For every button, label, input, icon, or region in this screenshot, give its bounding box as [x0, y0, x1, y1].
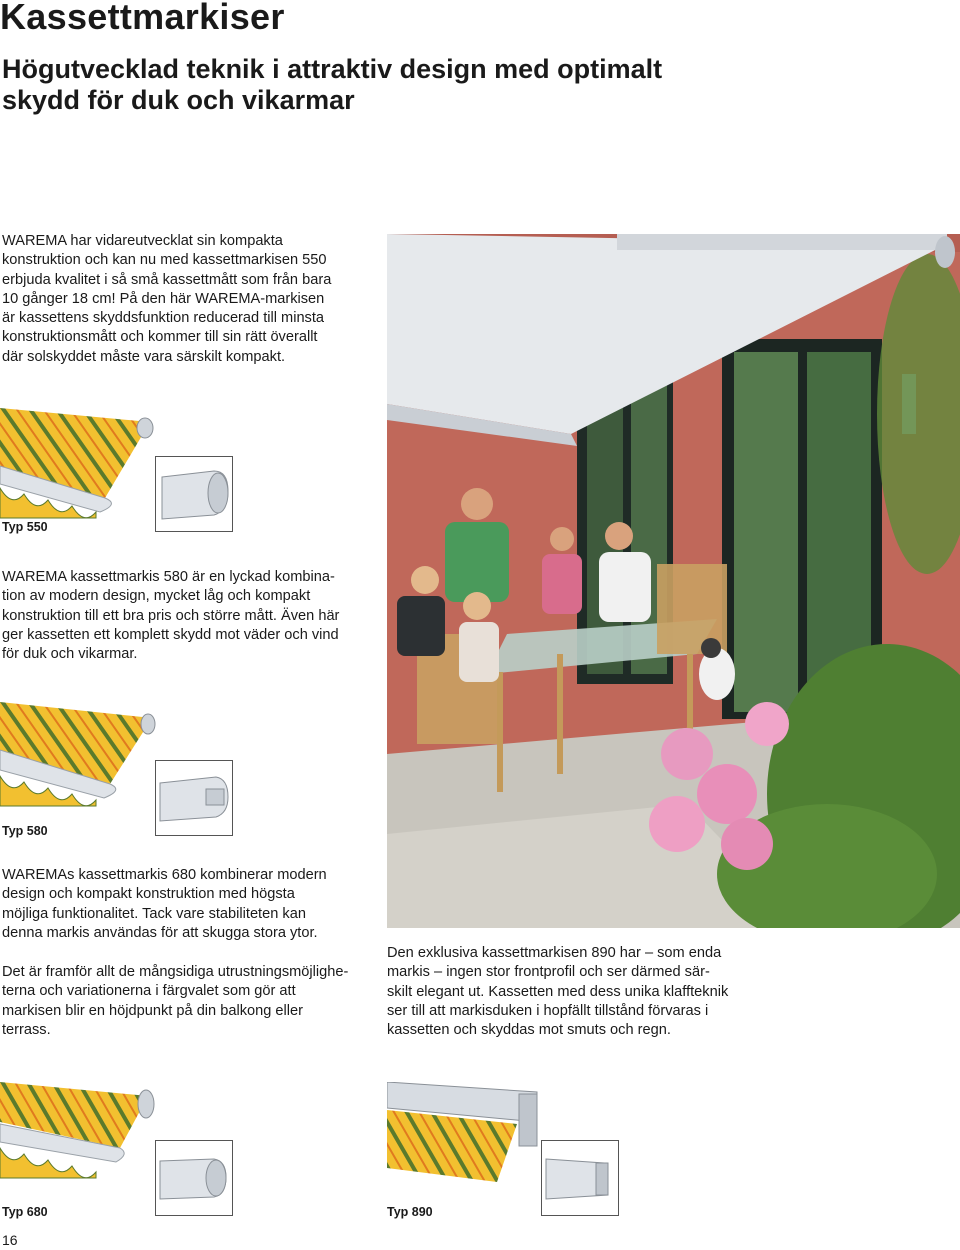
label-typ-680: Typ 680: [2, 1205, 48, 1219]
label-typ-890: Typ 890: [387, 1205, 433, 1219]
awning-580-illustration: [0, 702, 160, 822]
page-title: Kassettmarkiser: [0, 0, 285, 37]
terrace-photo: [387, 234, 960, 928]
label-typ-550: Typ 550: [2, 520, 48, 534]
awning-550-illustration: [0, 408, 160, 528]
cassette-550-detail: [155, 456, 233, 532]
awning-680-illustration: [0, 1082, 160, 1200]
page-subtitle: Högutvecklad teknik i attraktiv design med optimalt skydd för duk och vikarmar: [2, 54, 663, 115]
cassette-680-detail: [155, 1140, 233, 1216]
cassette-580-detail: [155, 760, 233, 836]
paragraph-680-options: Det är framför allt de mångsidiga utrustningsmöjlighe- terna och variationerna i färgvalet som gör att markisen blir en höjdpunkt på din balkong eller terrass.: [2, 964, 349, 1038]
paragraph-680-intro: WAREMAs kassettmarkis 680 kombinerar modern design och kompakt konstruktion med högsta möjliga funktionalitet. Tack vare stabiliteten kan denna markis användas för att skugga stora ytor.: [2, 867, 327, 941]
cassette-890-detail: [541, 1140, 619, 1216]
page-number: 16: [2, 1232, 18, 1248]
label-typ-580: Typ 580: [2, 824, 48, 838]
awning-890-illustration: [387, 1082, 547, 1200]
paragraph-580: WAREMA kassettmarkis 580 är en lyckad kombina- tion av modern design, mycket låg och kompakt konstruktion till ett bra pris och större mått. Även här ger kassetten ett komplett skydd mot väder och vind för duk och vikarmar.: [2, 569, 340, 663]
paragraph-890: Den exklusiva kassettmarkisen 890 har – som enda markis – ingen stor frontprofil och ser därmed sär- skilt elegant ut. Kassetten med dess unika klaffteknik ser till att markisduken i hopfällt tillstånd förvaras i kassetten och skyddas mot smuts och regn.: [387, 945, 729, 1039]
paragraph-550: WAREMA har vidareutvecklat sin kompakta konstruktion och kan nu med kassettmarkisen 550 erbjuda kvalitet i så små kassettmått som från bara 10 gånger 18 cm! På den här WAREMA-markisen är kassettens skyddsfunktion reducerad till minsta konstruktionsmått och kommer till sin rätt överallt där solskyddet måste vara särskilt kompakt.: [2, 233, 332, 365]
